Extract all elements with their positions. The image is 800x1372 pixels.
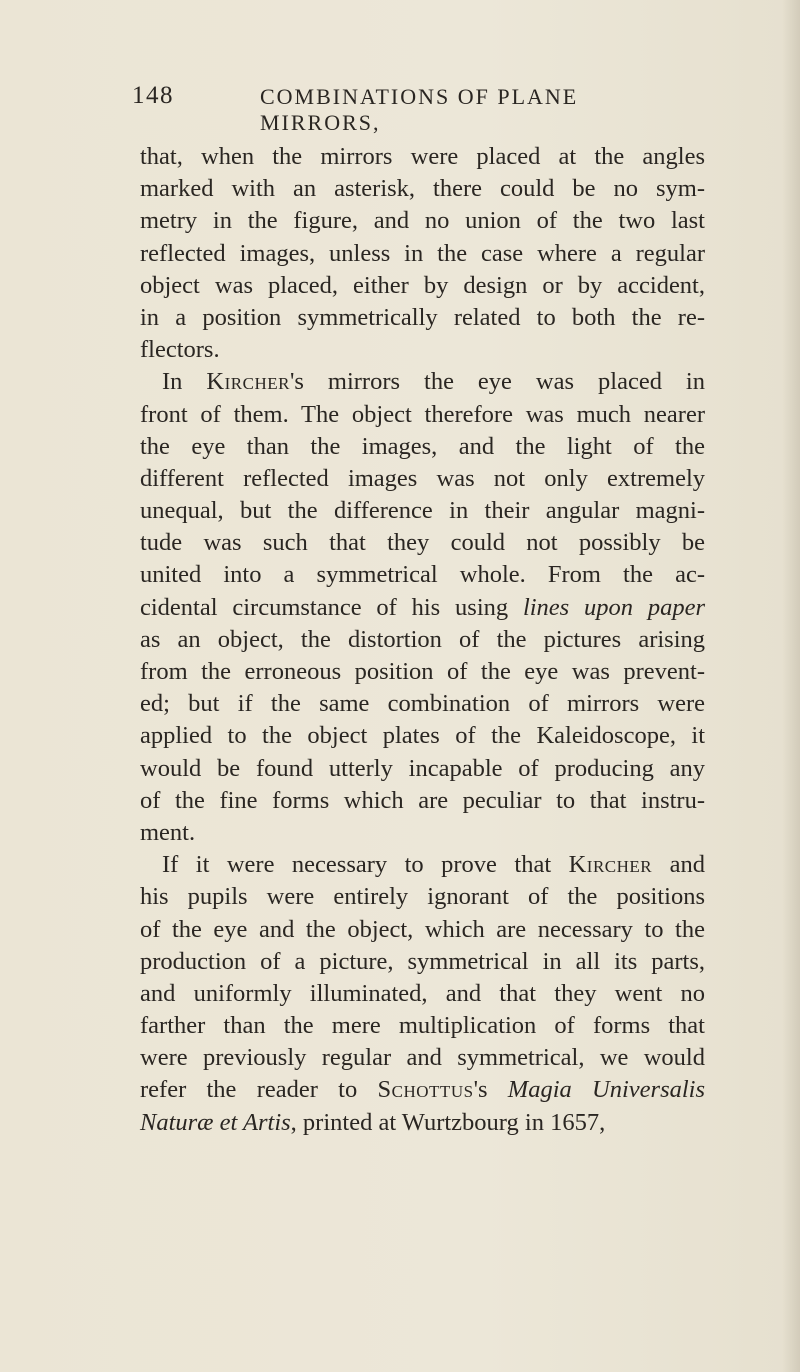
text-line	[140, 817, 705, 849]
text-segment: his pupils were entirely ignorant of the positions	[140, 883, 705, 911]
text-line	[140, 914, 705, 946]
text-line	[140, 592, 705, 624]
text-line	[140, 1042, 705, 1074]
text-line	[140, 399, 705, 431]
text-line	[140, 849, 705, 881]
text-line	[140, 785, 705, 817]
text-line	[140, 527, 705, 559]
text-segment: from the erroneous position of the eye was prevent-	[140, 658, 705, 685]
text-segment: production of a picture, symmetrical in all its parts,	[140, 947, 705, 975]
text-line	[140, 753, 705, 785]
italic-text: Naturæ et Artis	[140, 1108, 291, 1136]
text-line	[140, 334, 705, 366]
text-line	[140, 431, 705, 463]
text-segment: In	[162, 368, 207, 396]
text-line	[140, 1107, 705, 1139]
body-text	[140, 141, 705, 1139]
text-segment: unequal, but the difference in their angular magni-	[140, 497, 705, 525]
text-line	[140, 656, 705, 688]
text-segment: 's mirrors the eye was placed in	[289, 368, 705, 396]
text-segment: that, when the mirrors were placed at the angles	[140, 143, 705, 170]
text-line	[140, 495, 705, 527]
text-segment: as an object, the distortion of the pictures arising	[140, 625, 705, 653]
text-segment: refer the reader to	[140, 1076, 378, 1104]
text-segment: object was placed, either by design or by accident,	[140, 271, 705, 299]
text-segment: 's	[473, 1076, 508, 1104]
text-segment: and uniformly illuminated, and that they went no	[140, 979, 705, 1007]
text-segment: and	[652, 851, 705, 879]
text-segment: would be found utterly incapable of producing any	[140, 754, 705, 782]
text-line	[140, 238, 705, 270]
text-line	[140, 720, 705, 752]
text-line	[140, 1074, 705, 1106]
text-line	[140, 205, 705, 237]
text-line	[140, 270, 705, 302]
page-header	[132, 82, 692, 135]
small-caps-name: Kircher	[206, 368, 290, 396]
text-line	[140, 141, 705, 173]
small-caps-name: Schottus	[377, 1076, 474, 1104]
text-segment: of the eye and the object, which are necessary to the	[140, 915, 705, 943]
text-segment: different reflected images was not only extremely	[140, 464, 705, 492]
italic-text: lines upon paper	[522, 593, 705, 621]
text-segment: farther than the mere multiplication of forms that	[140, 1012, 705, 1040]
text-segment: the eye than the images, and the light of the	[140, 432, 705, 460]
text-segment: were previously regular and symmetrical, we would	[140, 1044, 705, 1072]
text-line	[140, 978, 705, 1010]
text-line	[140, 559, 705, 591]
text-segment: , printed at Wurtzbourg in 1657,	[290, 1108, 606, 1136]
text-line	[140, 366, 705, 398]
text-segment: flectors.	[140, 336, 220, 364]
text-line	[140, 463, 705, 495]
text-segment: If it were necessary to prove that	[162, 851, 569, 879]
text-line	[140, 946, 705, 978]
text-line	[140, 688, 705, 720]
text-line	[140, 624, 705, 656]
text-segment: reflected images, unless in the case where a regular	[140, 239, 705, 267]
text-segment: marked with an asterisk, there could be no sym-	[140, 175, 705, 203]
text-segment: front of them. The object therefore was much nearer	[140, 400, 705, 428]
text-segment: applied to the object plates of the Kaleidoscope, it	[140, 722, 705, 750]
text-line	[140, 302, 705, 334]
text-segment: ment.	[140, 818, 196, 846]
small-caps-name: Kircher	[568, 851, 653, 879]
text-segment: tude was such that they could not possibly be	[140, 529, 705, 557]
text-segment: united into a symmetrical whole. From the ac-	[140, 561, 705, 589]
text-segment: cidental circumstance of his using	[140, 593, 523, 621]
text-segment: of the fine forms which are peculiar to that instru-	[140, 786, 705, 814]
text-segment: in a position symmetrically related to both the re-	[140, 303, 705, 331]
page-number: 148	[132, 82, 174, 109]
text-segment: metry in the figure, and no union of the two last	[140, 207, 705, 235]
italic-text: Magia Universalis	[507, 1076, 706, 1104]
text-line	[140, 173, 705, 205]
text-line	[140, 1010, 705, 1042]
text-segment: ed; but if the same combination of mirrors were	[140, 690, 705, 718]
text-line	[140, 881, 705, 913]
running-title: COMBINATIONS OF PLANE MIRRORS,	[260, 84, 579, 135]
page-edge-shadow	[782, 0, 800, 1372]
